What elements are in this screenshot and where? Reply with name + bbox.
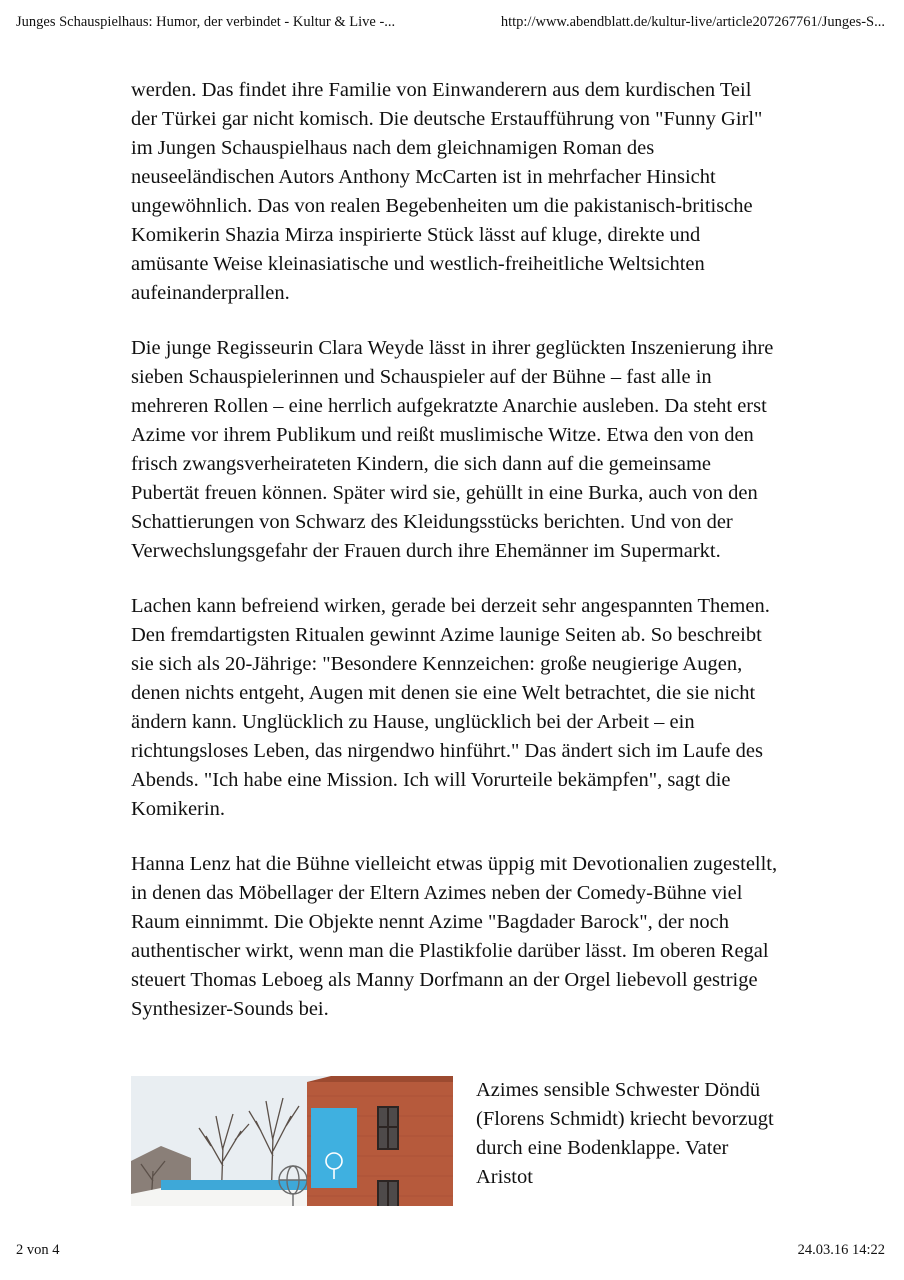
article-paragraph: Hanna Lenz hat die Bühne vielleicht etwas üppig mit Devotionalien zugestellt, in denen das Möbellager der Eltern Azimes neben der Comedy-Bühne viel Raum einnimmt. Die Objekte nennt Azime "Bagdader Barock", der noch authentischer wirkt, wenn man die Plastikfolie darüber lässt. Im oberen Regal steuert Thomas Leboeg als Manny Dorfmann an der Orgel liebevoll gestrige Synthesizer-Sounds bei.	[131, 853, 778, 1020]
article-figure	[131, 1076, 781, 1206]
article-paragraph: werden. Das findet ihre Familie von Einwanderern aus dem kurdischen Teil der Türkei gar nicht komisch. Die deutsche Erstaufführung von "Funny Girl" im Jungen Schauspielhaus nach dem gleichnamigen Roman des neuseeländischen Autors Anthony McCarten ist in mehrfacher Hinsicht ungewöhnlich. Das von realen Begebenheiten um die pakistanisch-britische Komikerin Shazia Mirza inspirierte Stück lässt auf kluge, direkte und amüsante Weise kleinasiatische und westlich-freiheitliche Weltsichten aufeinanderprallen.	[131, 79, 763, 304]
figure-adjacent-text: Azimes sensible Schwester Döndü (Florens Schmidt) kriecht bevorzugt durch eine Bodenklappe. Vater Aristot	[476, 1079, 774, 1188]
article-body	[131, 76, 781, 1050]
article-paragraph: Die junge Regisseurin Clara Weyde lässt in ihrer geglückten Inszenierung ihre sieben Schauspielerinnen und Schauspieler auf der Bühne – fast alle in mehreren Rollen – eine herrlich aufgekratzte Anarchie ausleben. Da steht erst Azime vor ihrem Publikum und reißt muslimische Witze. Etwa den von den frisch zwangsverheirateten Kindern, die sich dann auf die gemeinsame Pubertät freuen können. Später wird sie, gehüllt in eine Burka, auch von den Schattierungen von Schwarz des Kleidungsstücks berichten. Und von der Verwechslungsgefahr der Frauen durch ihre Ehemänner im Supermarkt.	[131, 337, 774, 562]
theatre-building-photo	[131, 1076, 453, 1206]
print-timestamp: 24.03.16 14:22	[797, 1242, 885, 1258]
article-paragraph: Lachen kann befreiend wirken, gerade bei derzeit sehr angespannten Themen. Den fremdartigsten Ritualen gewinnt Azime launige Seiten ab. So beschreibt sie sich als 20-Jährige: "Besondere Kennzeichen: große neugierige Augen, denen nichts entgeht, Augen mit denen sie eine Welt betrachtet, die sie nicht ändern kann. Unglücklich zu Hause, unglücklich bei der Arbeit – ein richtungsloses Leben, das nirgendwo hinführt." Das ändert sich im Laufe des Abends. "Ich habe eine Mission. Ich will Vorurteile bekämpfen", sagt die Komikerin.	[131, 595, 770, 820]
page-url-header: http://www.abendblatt.de/kultur-live/article207267761/Junges-S...	[500, 14, 885, 30]
page-title-header: Junges Schauspielhaus: Humor, der verbindet - Kultur & Live -...	[16, 14, 396, 30]
page-number: 2 von 4	[16, 1242, 60, 1258]
